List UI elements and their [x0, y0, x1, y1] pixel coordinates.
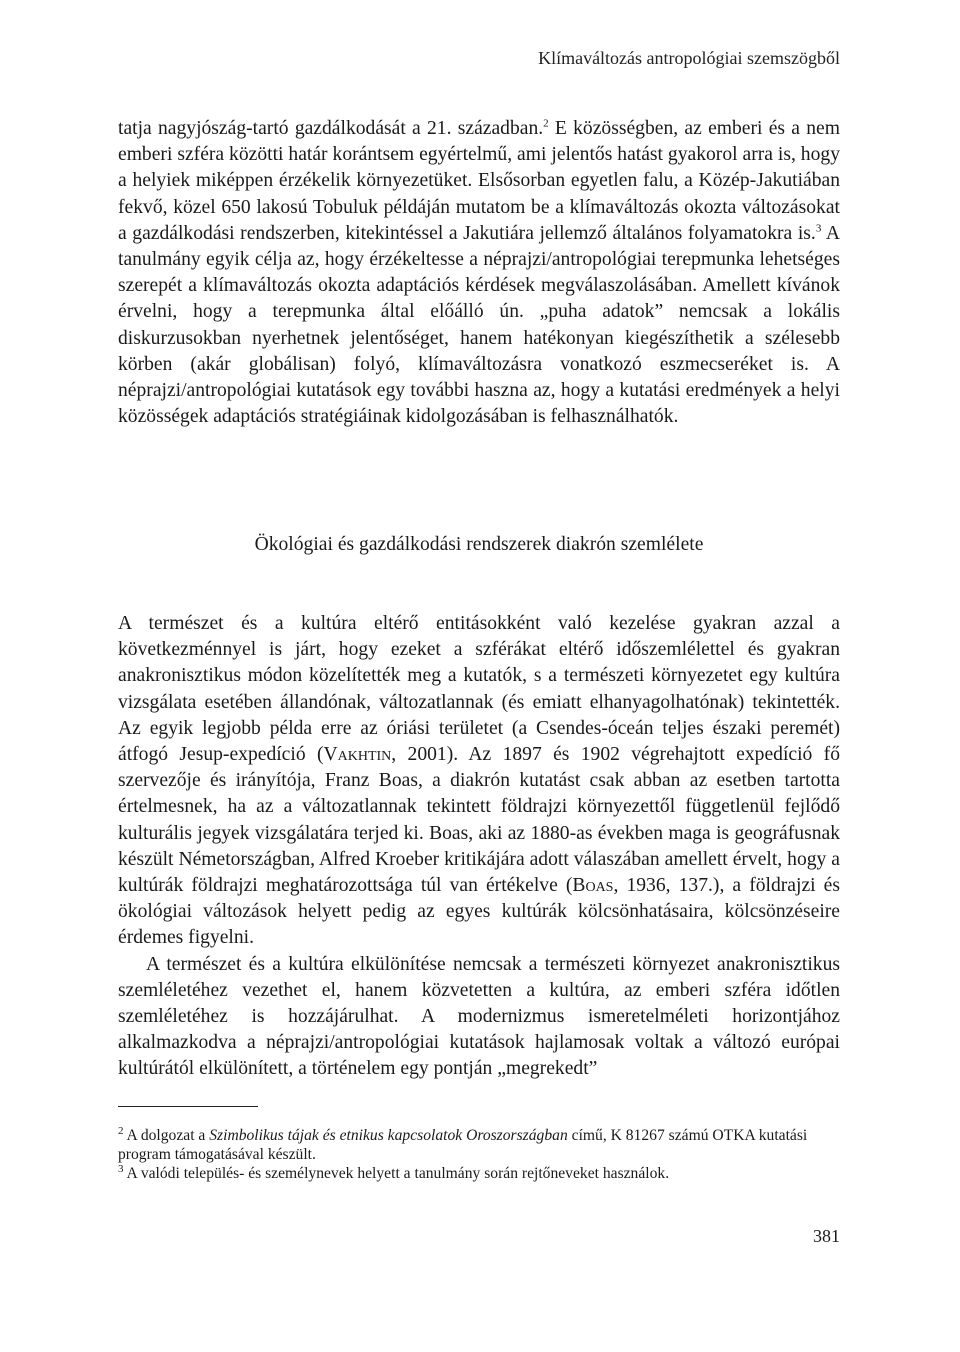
footnote-2: [118, 1126, 840, 1164]
footnote-ref-3: 3: [815, 222, 822, 235]
footnote-3: [118, 1164, 840, 1183]
section-heading: Ökológiai és gazdálkodási rendszerek diakrón szemlélete: [254, 534, 704, 555]
footnote-2-text-a: A dolgozat a: [123, 1127, 210, 1144]
running-header: Klímaváltozás antropológiai szemszögből: [538, 48, 840, 68]
footnotes: [118, 1126, 840, 1183]
section-p2: A természet és a kultúra elkülönítése nemcsak a természeti környezet anakronisztikus szemléletéhez vezethet el, hanem közvetetten a kultúra, az emberi szféra időtlen szemléletéhez is hozzájárulhat. A modernizmus ismeretelméleti horizontjához alkalmazkodva a néprajzi/antropológiai kutatások hajlamosak voltak a változó európai kultúrától elkülönített, a történelem egy pontján „megrekedt”: [118, 953, 840, 1080]
section-p1-a: A természet és a kultúra eltérő entitásokként való kezelése gyakran azzal a következménnyel is járt, hogy ezeket a szférákat eltérő időszemlélettel és gyakran anakronisztikus módon közelítették meg a kutatók, s a természeti környezetet egy kultúra vizsgálata esetében állandónak, változatlannak (és emiatt elhanyagolhatónak) tekintették. Az egyik legjobb példa erre az óriási területet (a Csendes-óceán teljes északi peremét) átfogó Jesup-expedíció (: [118, 613, 840, 766]
footnote-2-text-b: című, K 81267 számú OTKA kutatási program támogatásával készült.: [118, 1127, 808, 1163]
section-p1-b: , 2001). Az 1897 és 1902 végrehajtott expedíció fő szervezője és irányítója, Franz Boas, a diakrón kutatást csak abban az esetben tartotta értelmesnek, ha az a változatlannak tekintett földrajzi környezettől függetlenül fejlődő kulturális jegyek vizsgálatára terjed ki. Boas, aki az 1880-as években maga is geográfusnak készült Németországban, Alfred Kroeber kritikájára adott válaszában amellett érvelt, hogy a kultúrák földrajzi meghatározottsága túl van értékelve (: [118, 744, 840, 897]
intro-text-3: A tanulmány egyik célja az, hogy érzékeltesse a néprajzi/antropológiai terepmunka lehetséges szerepét a klímaváltozás okozta adaptációs kérdések megválaszolásában. Amellett kívánok érvelni, hogy a terepmunka által előálló ún. „puha adatok” nemcsak a lokális diskurzusokban nyerhetnek jelentőséget, hanem hatékonyan kiegészíthetik a szélesebb körben (akár globálisan) folyó, klímaváltozásra vonatkozó eszmecseréket is. A néprajzi/antropológiai kutatások egy további haszna az, hogy a kutatási eredmények a helyi közösségek adaptációs stratégiáinak kidolgozásában is felhasználhatók.: [118, 222, 840, 428]
section-body: [118, 611, 840, 1083]
footnote-2-number: 2: [118, 1124, 124, 1137]
section-p1-c: , 1936, 137.), a földrajzi és ökológiai változások helyett pedig az egyes kultúrák kölcsönhatásaira, kölcsönzéseire érdemes figyelni.: [118, 875, 841, 949]
intro-text-2: E közösségben, az emberi és a nem emberi szféra közötti határ korántsem egyértelmű, ami jelentős hatást gyakorol arra is, hogy a helyiek miképpen érzékelik környezetüket. Elsősorban egyetlen falu, a Közép-Jakutiában fekvő, közel 650 lakosú Tobuluk példáján mutatom be a klímaváltozás okozta változásokat a gazdálkodási rendszerben, kitekintéssel a Jakutiára jellemző általános folyamatokra is.: [118, 118, 840, 244]
footnote-3-number: 3: [118, 1162, 124, 1175]
footnote-2-title: Szimbolikus tájak és etnikus kapcsolatok Oroszországban: [209, 1127, 568, 1144]
intro-text-1: tatja nagyjószág-tartó gazdálkodását a 21. században.: [118, 118, 544, 139]
footnote-3-text: A valódi település- és személynevek helyett a tanulmány során rejtőneveket használok.: [123, 1165, 670, 1182]
footnote-divider: [118, 1106, 258, 1107]
citation-vakhtin: Vakhtin: [323, 744, 392, 766]
page-number: 381: [813, 1226, 840, 1246]
citation-boas: Boas: [572, 875, 614, 897]
footnote-ref-2: 2: [543, 117, 549, 130]
intro-paragraph: [118, 116, 840, 430]
